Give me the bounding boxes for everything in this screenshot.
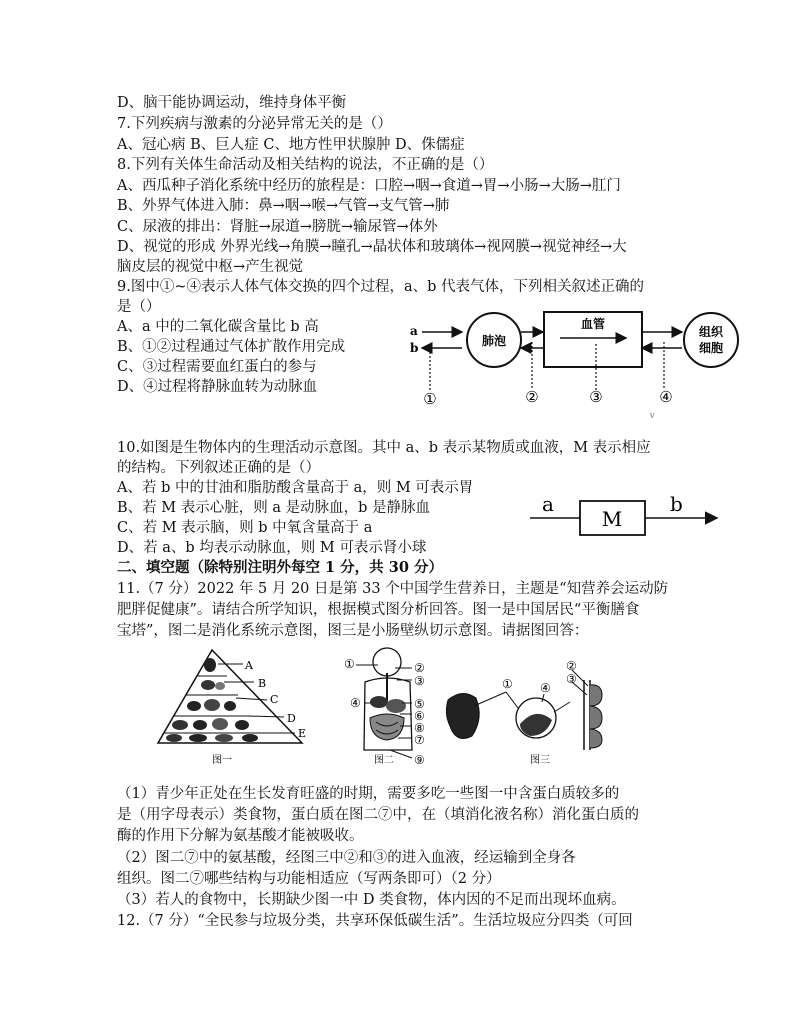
q8-option-a: A、西瓜种子消化系统中经历的旅程是：口腔→咽→食道→胃→小肠→大肠→肛门 bbox=[117, 178, 621, 194]
process-3-label: ③ bbox=[589, 388, 603, 406]
q10-stem-cont: 的结构。下列叙述正确的是（） bbox=[117, 460, 320, 476]
process-flow-diagram bbox=[530, 488, 725, 548]
small-intestine-section bbox=[446, 659, 602, 766]
digestive-label-5: ⑤ bbox=[414, 697, 425, 711]
alveolus-label: 肺泡 bbox=[481, 334, 507, 348]
pyramid-label-c: C bbox=[270, 693, 279, 706]
q9-option-c: C、③过程需要血红蛋白的参与 bbox=[117, 359, 317, 375]
digestive-label-7: ⑦ bbox=[414, 733, 425, 747]
intestine-label-3: ③ bbox=[566, 672, 577, 686]
digestive-label-1: ① bbox=[344, 657, 355, 671]
gas-b-label: b bbox=[410, 341, 419, 355]
q9-option-b: B、①②过程通过气体扩散作用完成 bbox=[117, 339, 346, 355]
q11-part1-cont1: 是（用字母表示）类食物，蛋白质在图二⑦中，在（填消化液名称）消化蛋白质的 bbox=[117, 807, 639, 823]
figure-3-caption: 图三 bbox=[530, 755, 550, 766]
intestine-label-4: ④ bbox=[540, 681, 551, 695]
q10-option-d: D、若 a、b 均表示动脉血，则 M 可表示肾小球 bbox=[117, 540, 427, 556]
gas-a-label: a bbox=[410, 324, 418, 338]
tissue-cell-label-1: 组织 bbox=[698, 325, 724, 339]
pyramid-label-d: D bbox=[287, 712, 296, 725]
digestive-label-6: ⑥ bbox=[414, 709, 425, 723]
q8-option-d: D、视觉的形成 外界光线→角膜→瞳孔→晶状体和玻璃体→视网膜→视觉神经→大 bbox=[117, 239, 627, 255]
q9-option-d: D、④过程将静脉血转为动脉血 bbox=[117, 379, 318, 395]
q10-stem: 10.如图是生物体内的生理活动示意图。其中 a、b 表示某物质或血液，M 表示相应 bbox=[117, 440, 651, 456]
pyramid-label-e: E bbox=[298, 727, 307, 740]
q11-part1-cont2: 酶的作用下分解为氨基酸才能被吸收。 bbox=[117, 828, 364, 844]
q12-stem: 12.（7 分）“全民参与垃圾分类，共享环保低碳生活”。生活垃圾应分四类（可回 bbox=[117, 913, 633, 929]
q11-stem-cont1: 肥胖促健康”。请结合所学知识，根据模式图分析回答。图一是中国居民“平衡膳食 bbox=[117, 602, 640, 618]
process-1-label: ① bbox=[423, 390, 437, 408]
digestive-label-9: ⑨ bbox=[414, 753, 425, 767]
q11-part2-cont: 组织。图二⑦哪些结构与功能相适应（写两条即可）（2 分） bbox=[117, 871, 501, 887]
structure-m-label: M bbox=[601, 507, 623, 531]
q9-stem-cont: 是（） bbox=[117, 299, 161, 315]
q11-part1: （1）青少年正处在生长发育旺盛的时期，需要多吃一些图一中含蛋白质较多的 bbox=[117, 786, 620, 802]
digestive-label-2: ② bbox=[414, 661, 425, 675]
q11-stem: 11.（7 分）2022 年 5 月 20 日是第 33 个中国学生营养日，主题是“知营养会运动防 bbox=[117, 581, 669, 597]
tissue-cell-label-2: 细胞 bbox=[698, 341, 724, 355]
figure-2-caption: 图二 bbox=[374, 755, 394, 766]
q7-options: A、冠心病 B、巨人症 C、地方性甲状腺肿 D、侏儒症 bbox=[117, 137, 465, 153]
pyramid-label-b: B bbox=[258, 677, 267, 690]
tissue-cell-circle bbox=[684, 313, 738, 367]
pyramid-label-a: A bbox=[245, 659, 253, 672]
blood-vessel-label: 血管 bbox=[580, 317, 606, 331]
figure-1-caption: 图一 bbox=[212, 755, 232, 766]
digestive-label-3: ③ bbox=[414, 674, 425, 688]
output-b-label: b bbox=[670, 492, 683, 516]
q7-stem: 7.下列疾病与激素的分泌异常无关的是（） bbox=[117, 116, 392, 132]
section-heading-fill-in: 二、填空题（除特别注明外每空 1 分，共 30 分） bbox=[117, 559, 443, 576]
q10-option-c: C、若 M 表示脑，则 b 中氧含量高于 a bbox=[117, 520, 373, 536]
q9-stem: 9.图中①~④表示人体气体交换的四个过程，a、b 代表气体，下列相关叙述正确的 bbox=[117, 279, 645, 295]
q8-option-b: B、外界气体进入肺：鼻→咽→喉→气管→支气管→肺 bbox=[117, 198, 450, 214]
q8-option-d-cont: 脑皮层的视觉中枢→产生视觉 bbox=[117, 259, 304, 275]
intestine-label-2: ② bbox=[566, 659, 577, 673]
q6-option-d: D、脑干能协调运动，维持身体平衡 bbox=[117, 95, 347, 111]
q11-part3: （3）若人的食物中，长期缺少图一中 D 类食物，体内因的不足而出现坏血病。 bbox=[117, 892, 626, 908]
digestive-system bbox=[344, 648, 425, 767]
intestine-label-1: ① bbox=[502, 677, 513, 691]
digestive-label-8: ⑧ bbox=[414, 721, 425, 735]
process-4-label: ④ bbox=[659, 388, 673, 406]
food-pyramid bbox=[158, 650, 306, 766]
q8-option-c: C、尿液的排出：肾脏→尿道→膀胱→输尿管→体外 bbox=[117, 219, 438, 235]
q9-option-a: A、a 中的二氧化碳含量比 b 高 bbox=[117, 319, 319, 335]
q10-option-b: B、若 M 表示心脏，则 a 是动脉血，b 是静脉血 bbox=[117, 500, 430, 516]
q10-option-a: A、若 b 中的甘油和脂肪酸含量高于 a，则 M 可表示胃 bbox=[117, 480, 474, 496]
q11-part2: （2）图二⑦中的氨基酸，经图三中②和③的进入血液，经运输到全身各 bbox=[117, 850, 576, 866]
input-a-label: a bbox=[542, 492, 554, 516]
stray-mark: v bbox=[650, 411, 655, 420]
q11-stem-cont2: 宝塔”，图二是消化系统示意图，图三是小肠壁纵切示意图。请据图回答： bbox=[117, 623, 589, 639]
q8-stem: 8.下列有关体生命活动及相关结构的说法，不正确的是（） bbox=[117, 157, 494, 173]
gas-exchange-diagram bbox=[400, 302, 745, 422]
process-2-label: ② bbox=[525, 388, 539, 406]
digestive-label-4: ④ bbox=[350, 696, 361, 710]
nutrition-figures bbox=[150, 640, 630, 780]
